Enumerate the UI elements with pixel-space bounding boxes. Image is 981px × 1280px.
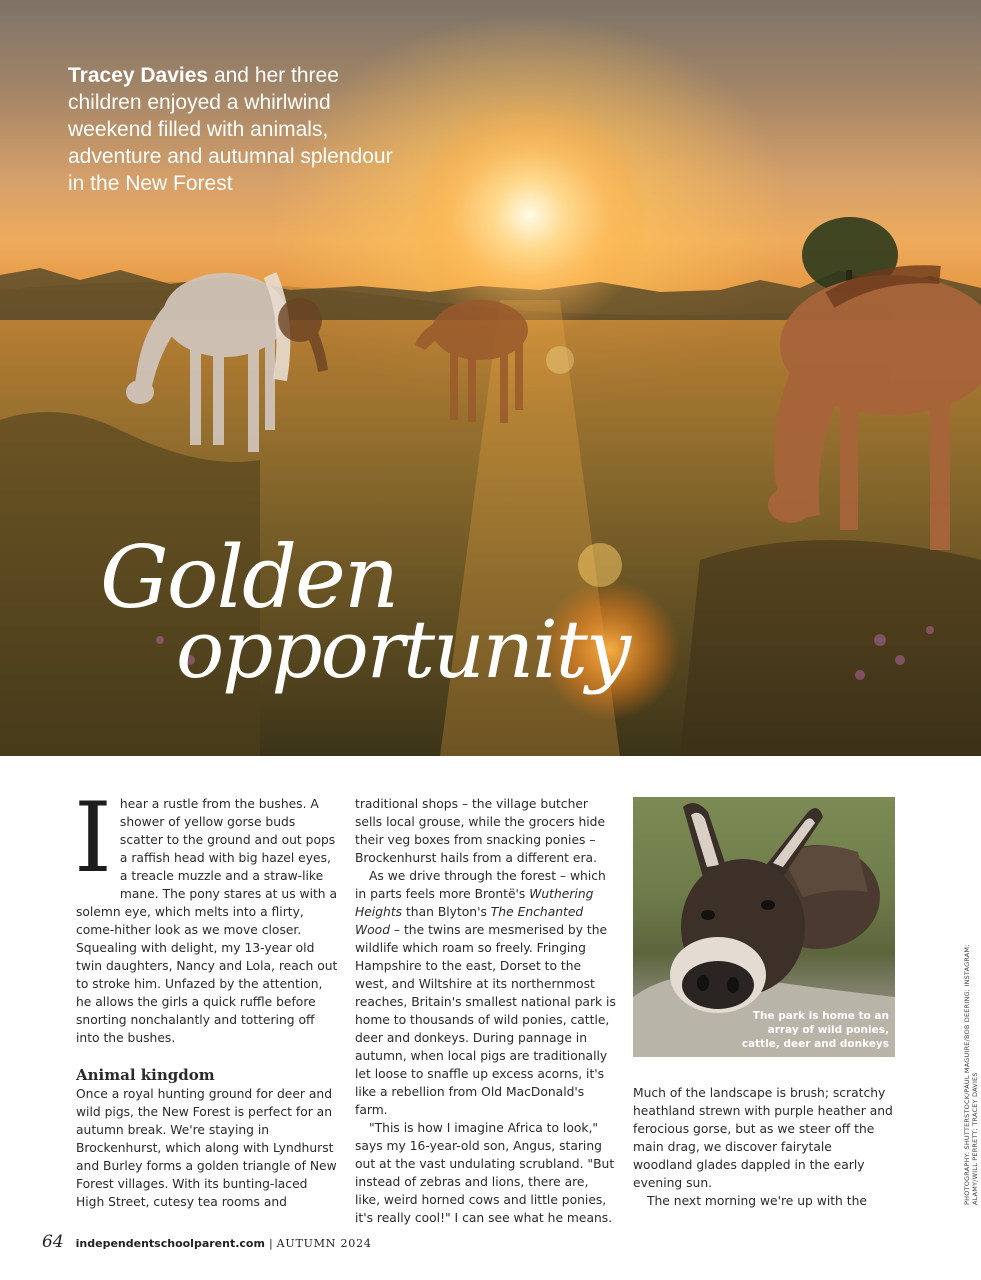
article-paragraph: traditional shops – the village butcher sells local grouse, while the grocers hide their veg boxes from snacking ponies – Brockenhurst hails from a different era. bbox=[355, 797, 606, 865]
article-column-1 bbox=[74, 782, 338, 1211]
book-title: Wuthering Heights bbox=[355, 887, 594, 919]
book-title: The Enchanted Wood bbox=[355, 905, 584, 937]
text-run: As we drive through the forest – which in parts feels more Brontë's bbox=[355, 869, 606, 901]
article-column-2 bbox=[355, 795, 617, 1227]
article-paragraph: "This is how I imagine Africa to look," says my 16-year-old son, Angus, staring out at the vast undulating scrubland. "But instead of zebras and lions, there are, like, weird horned cows and little ponies, it's really cool!" I can see what he means. bbox=[355, 1121, 615, 1225]
hero-standfirst bbox=[68, 62, 398, 197]
footer-separator: | bbox=[268, 1237, 273, 1250]
page-footer bbox=[42, 1232, 372, 1252]
footer-website: independentschoolparent.com bbox=[75, 1237, 265, 1250]
footer-issue: AUTUMN 2024 bbox=[276, 1237, 372, 1250]
donkey-photo bbox=[633, 797, 895, 1057]
page-number: 64 bbox=[42, 1232, 64, 1252]
subheading: Animal kingdom bbox=[76, 1066, 215, 1084]
author-name: Tracey Davies bbox=[68, 64, 209, 87]
article-paragraph: Once a royal hunting ground for deer and wild pigs, the New Forest is perfect for an autumn break. We're staying in Brockenhurst, which along with Lyndhurst and Burley forms a golden triangle of New Forest villages. With its bunting-laced High Street, cutesy tea rooms and bbox=[76, 1087, 337, 1209]
drop-cap: I bbox=[74, 782, 112, 894]
text-run: than Blyton's bbox=[402, 905, 491, 919]
text-run: – the twins are mesmerised by the wildlife which roam so freely. Fringing Hampshire to the east, Dorset to the west, and Wiltshire at its northernmost reaches, Britain's smallest national park is home to thousands of wild ponies, cattle, deer and donkeys. During pannage in autumn, when local pigs are traditionally let loose to snaffle up excess acorns, it's like a rebellion from Old MacDonald's farm. bbox=[355, 923, 616, 1117]
headline-line-2: opportunity bbox=[176, 603, 630, 696]
article-paragraph: hear a rustle from the bushes. A shower of yellow gorse buds scatter to the ground and out pops a raffish head with big hazel eyes, a treacle muzzle and a straw-like mane. The pony stares at us with a solemn eye, which melts into a flirty, come-hither look as we move closer. Squealing with delight, my 13-year old twin daughters, Nancy and Lola, reach out to stroke him. Unfazed by the attention, he allows the girls a quick ruffle before snorting nonchalantly and tottering off into the bushes. bbox=[76, 797, 338, 1045]
headline-line-1: Golden bbox=[100, 528, 398, 628]
article-column-3 bbox=[633, 1084, 895, 1210]
article-paragraph: Much of the landscape is brush; scratchy heathland strewn with purple heather and ferocious gorse, but as we steer off the main drag, we discover fairytale woodland glades dappled in the early evening sun. bbox=[633, 1086, 893, 1190]
standfirst-text: and her three children enjoyed a whirlwind weekend filled with animals, adventure and autumnal splendour in the New Forest bbox=[68, 64, 393, 195]
photo-credit: PHOTOGRAPHY: SHUTTERSTOCK/PAUL MAGUIRE/BOB DEERING; INSTAGRAM; ALAMY/WILL PERRETT; TRACEY DAVIES bbox=[963, 944, 979, 1205]
photo-caption: The park is home to an array of wild ponies, cattle, deer and donkeys bbox=[741, 1010, 889, 1050]
article-paragraph bbox=[355, 867, 617, 1119]
article-paragraph: The next morning we're up with the bbox=[647, 1194, 867, 1208]
